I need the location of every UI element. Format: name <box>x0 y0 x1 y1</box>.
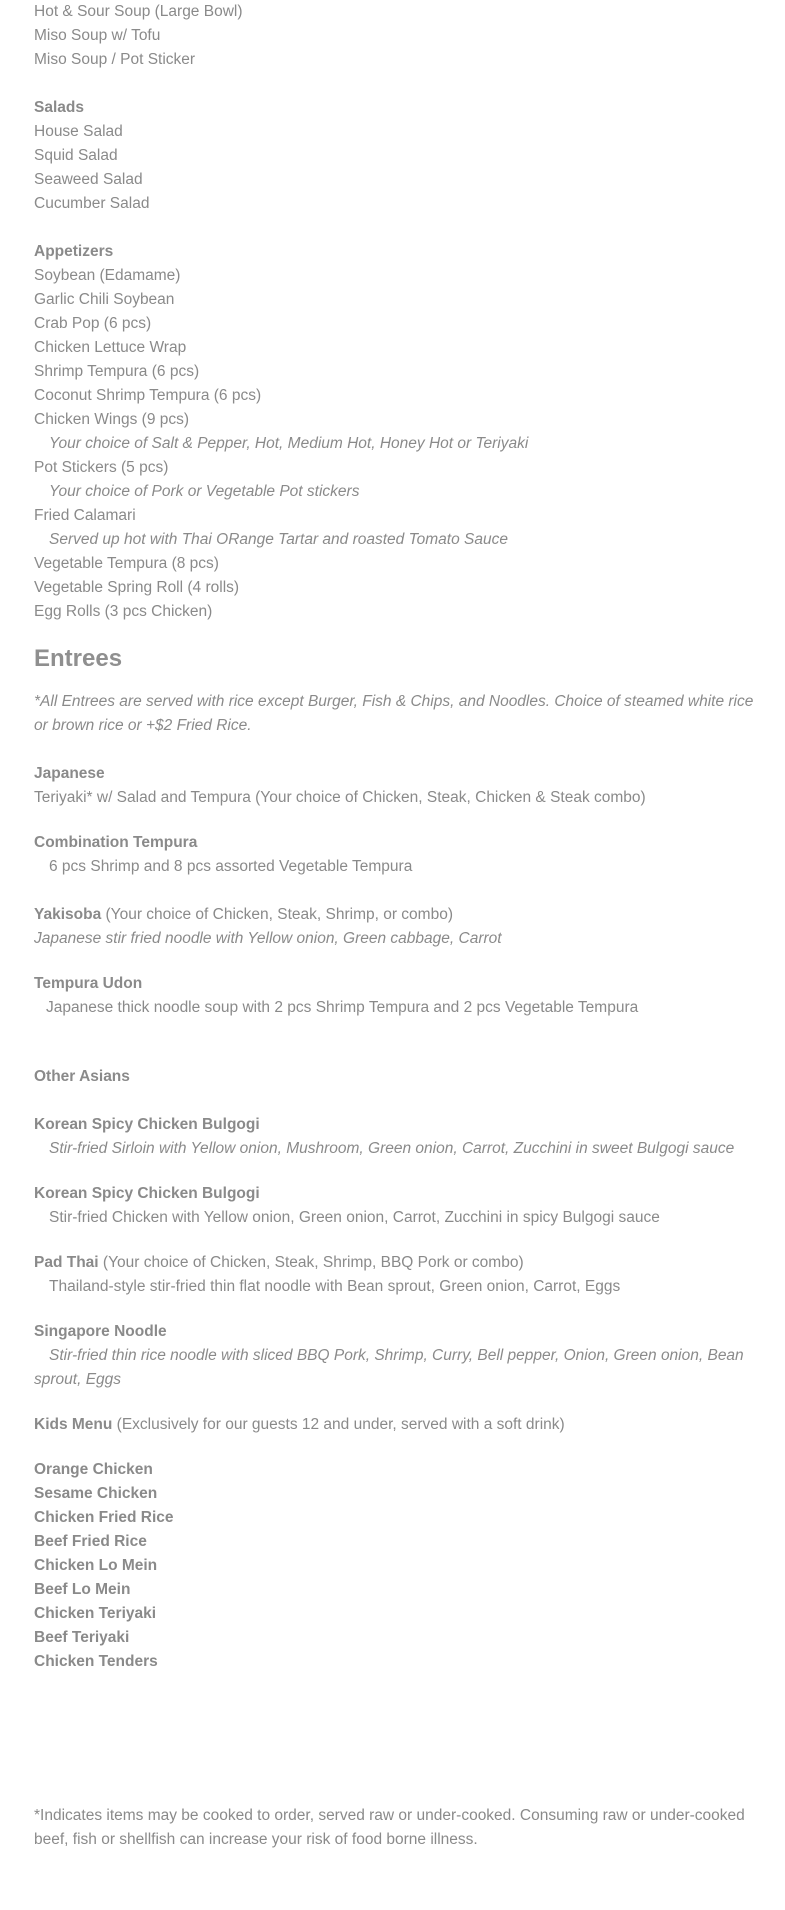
menu-item: Shrimp Tempura (6 pcs) <box>34 363 200 380</box>
menu-item: Pot Stickers (5 pcs) <box>34 459 169 476</box>
menu-item: Squid Salad <box>34 147 118 164</box>
kids-item: Chicken Fried Rice <box>34 1509 174 1526</box>
item-description: Thailand-style stir-fried thin flat noodle with Bean sprout, Green onion, Carrot, Eggs <box>49 1278 621 1295</box>
menu-item: Miso Soup w/ Tofu <box>34 27 161 44</box>
item-description: Stir-fried Sirloin with Yellow onion, Mushroom, Green onion, Carrot, Zucchini in sweet Bulgogi sauce <box>49 1140 735 1157</box>
item-description: Japanese thick noodle soup with 2 pcs Shrimp Tempura and 2 pcs Vegetable Tempura <box>46 999 639 1016</box>
item-description: Japanese stir fried noodle with Yellow onion, Green cabbage, Carrot <box>34 930 502 947</box>
menu-item: Chicken Lettuce Wrap <box>34 339 187 356</box>
menu-item: Miso Soup / Pot Sticker <box>34 51 196 68</box>
yakisoba-title: Yakisoba <box>34 906 102 923</box>
raw-food-disclaimer: *Indicates items may be cooked to order, served raw or under-cooked. Consuming raw or under-cooked beef, fish or shellfish can increase your risk of food borne illness. <box>34 1807 745 1848</box>
menu-item: Vegetable Spring Roll (4 rolls) <box>34 579 240 596</box>
menu-item: Fried Calamari <box>34 507 136 524</box>
item-description: Stir-fried thin rice noodle with sliced BBQ Pork, Shrimp, Curry, Bell pepper, Onion, Green onion, Bean sprout, Eggs <box>34 1347 744 1388</box>
menu-item: Egg Rolls (3 pcs Chicken) <box>34 603 213 620</box>
yakisoba-choice: (Your choice of Chicken, Steak, Shrimp, or combo) <box>101 906 453 923</box>
kids-menu-title: Kids Menu <box>34 1416 113 1433</box>
menu-item: Teriyaki* w/ Salad and Tempura (Your choice of Chicken, Steak, Chicken & Steak combo) <box>34 789 646 806</box>
combination-tempura-heading: Combination Tempura <box>34 834 198 851</box>
appetizers-heading: Appetizers <box>34 243 114 260</box>
kids-item: Sesame Chicken <box>34 1485 158 1502</box>
menu-page <box>34 0 754 1674</box>
salads-heading: Salads <box>34 99 84 116</box>
pad-thai-item <box>34 1251 754 1275</box>
other-asians-heading: Other Asians <box>34 1068 130 1085</box>
menu-item: Seaweed Salad <box>34 171 143 188</box>
tempura-udon-heading: Tempura Udon <box>34 975 143 992</box>
kids-item: Chicken Lo Mein <box>34 1557 158 1574</box>
menu-item: Vegetable Tempura (8 pcs) <box>34 555 219 572</box>
kids-item: Chicken Tenders <box>34 1653 158 1670</box>
menu-item: Crab Pop (6 pcs) <box>34 315 152 332</box>
kids-item: Beef Teriyaki <box>34 1629 130 1646</box>
japanese-heading: Japanese <box>34 765 105 782</box>
menu-item: Soybean (Edamame) <box>34 267 181 284</box>
menu-item: Garlic Chili Soybean <box>34 291 175 308</box>
bulgogi-title: Korean Spicy Chicken Bulgogi <box>34 1116 260 1133</box>
item-description: Served up hot with Thai ORange Tartar and roasted Tomato Sauce <box>49 531 508 548</box>
menu-item: Cucumber Salad <box>34 195 150 212</box>
menu-item: Hot & Sour Soup (Large Bowl) <box>34 3 243 20</box>
item-description: Your choice of Pork or Vegetable Pot stickers <box>49 483 360 500</box>
item-description: Your choice of Salt & Pepper, Hot, Medium Hot, Honey Hot or Teriyaki <box>49 435 529 452</box>
bulgogi-title: Korean Spicy Chicken Bulgogi <box>34 1185 260 1202</box>
kids-item: Orange Chicken <box>34 1461 153 1478</box>
singapore-noodle-title: Singapore Noodle <box>34 1323 167 1340</box>
kids-menu-note: (Exclusively for our guests 12 and under, served with a soft drink) <box>112 1416 565 1433</box>
pad-thai-title: Pad Thai <box>34 1254 99 1271</box>
entrees-heading: Entrees <box>34 645 123 672</box>
kids-item: Chicken Teriyaki <box>34 1605 157 1622</box>
item-description: 6 pcs Shrimp and 8 pcs assorted Vegetable Tempura <box>49 858 413 875</box>
kids-menu-heading <box>34 1413 754 1437</box>
pad-thai-choice: (Your choice of Chicken, Steak, Shrimp, BBQ Pork or combo) <box>98 1254 524 1271</box>
item-description: Stir-fried Chicken with Yellow onion, Green onion, Carrot, Zucchini in spicy Bulgogi sauce <box>49 1209 660 1226</box>
menu-item: House Salad <box>34 123 123 140</box>
kids-item: Beef Lo Mein <box>34 1581 131 1598</box>
yakisoba-item <box>34 903 754 927</box>
menu-item: Coconut Shrimp Tempura (6 pcs) <box>34 387 262 404</box>
kids-item: Beef Fried Rice <box>34 1533 147 1550</box>
menu-item: Chicken Wings (9 pcs) <box>34 411 190 428</box>
entrees-note: *All Entrees are served with rice except Burger, Fish & Chips, and Noodles. Choice of steamed white rice or brown rice or +$2 Fried Rice. <box>34 693 754 734</box>
